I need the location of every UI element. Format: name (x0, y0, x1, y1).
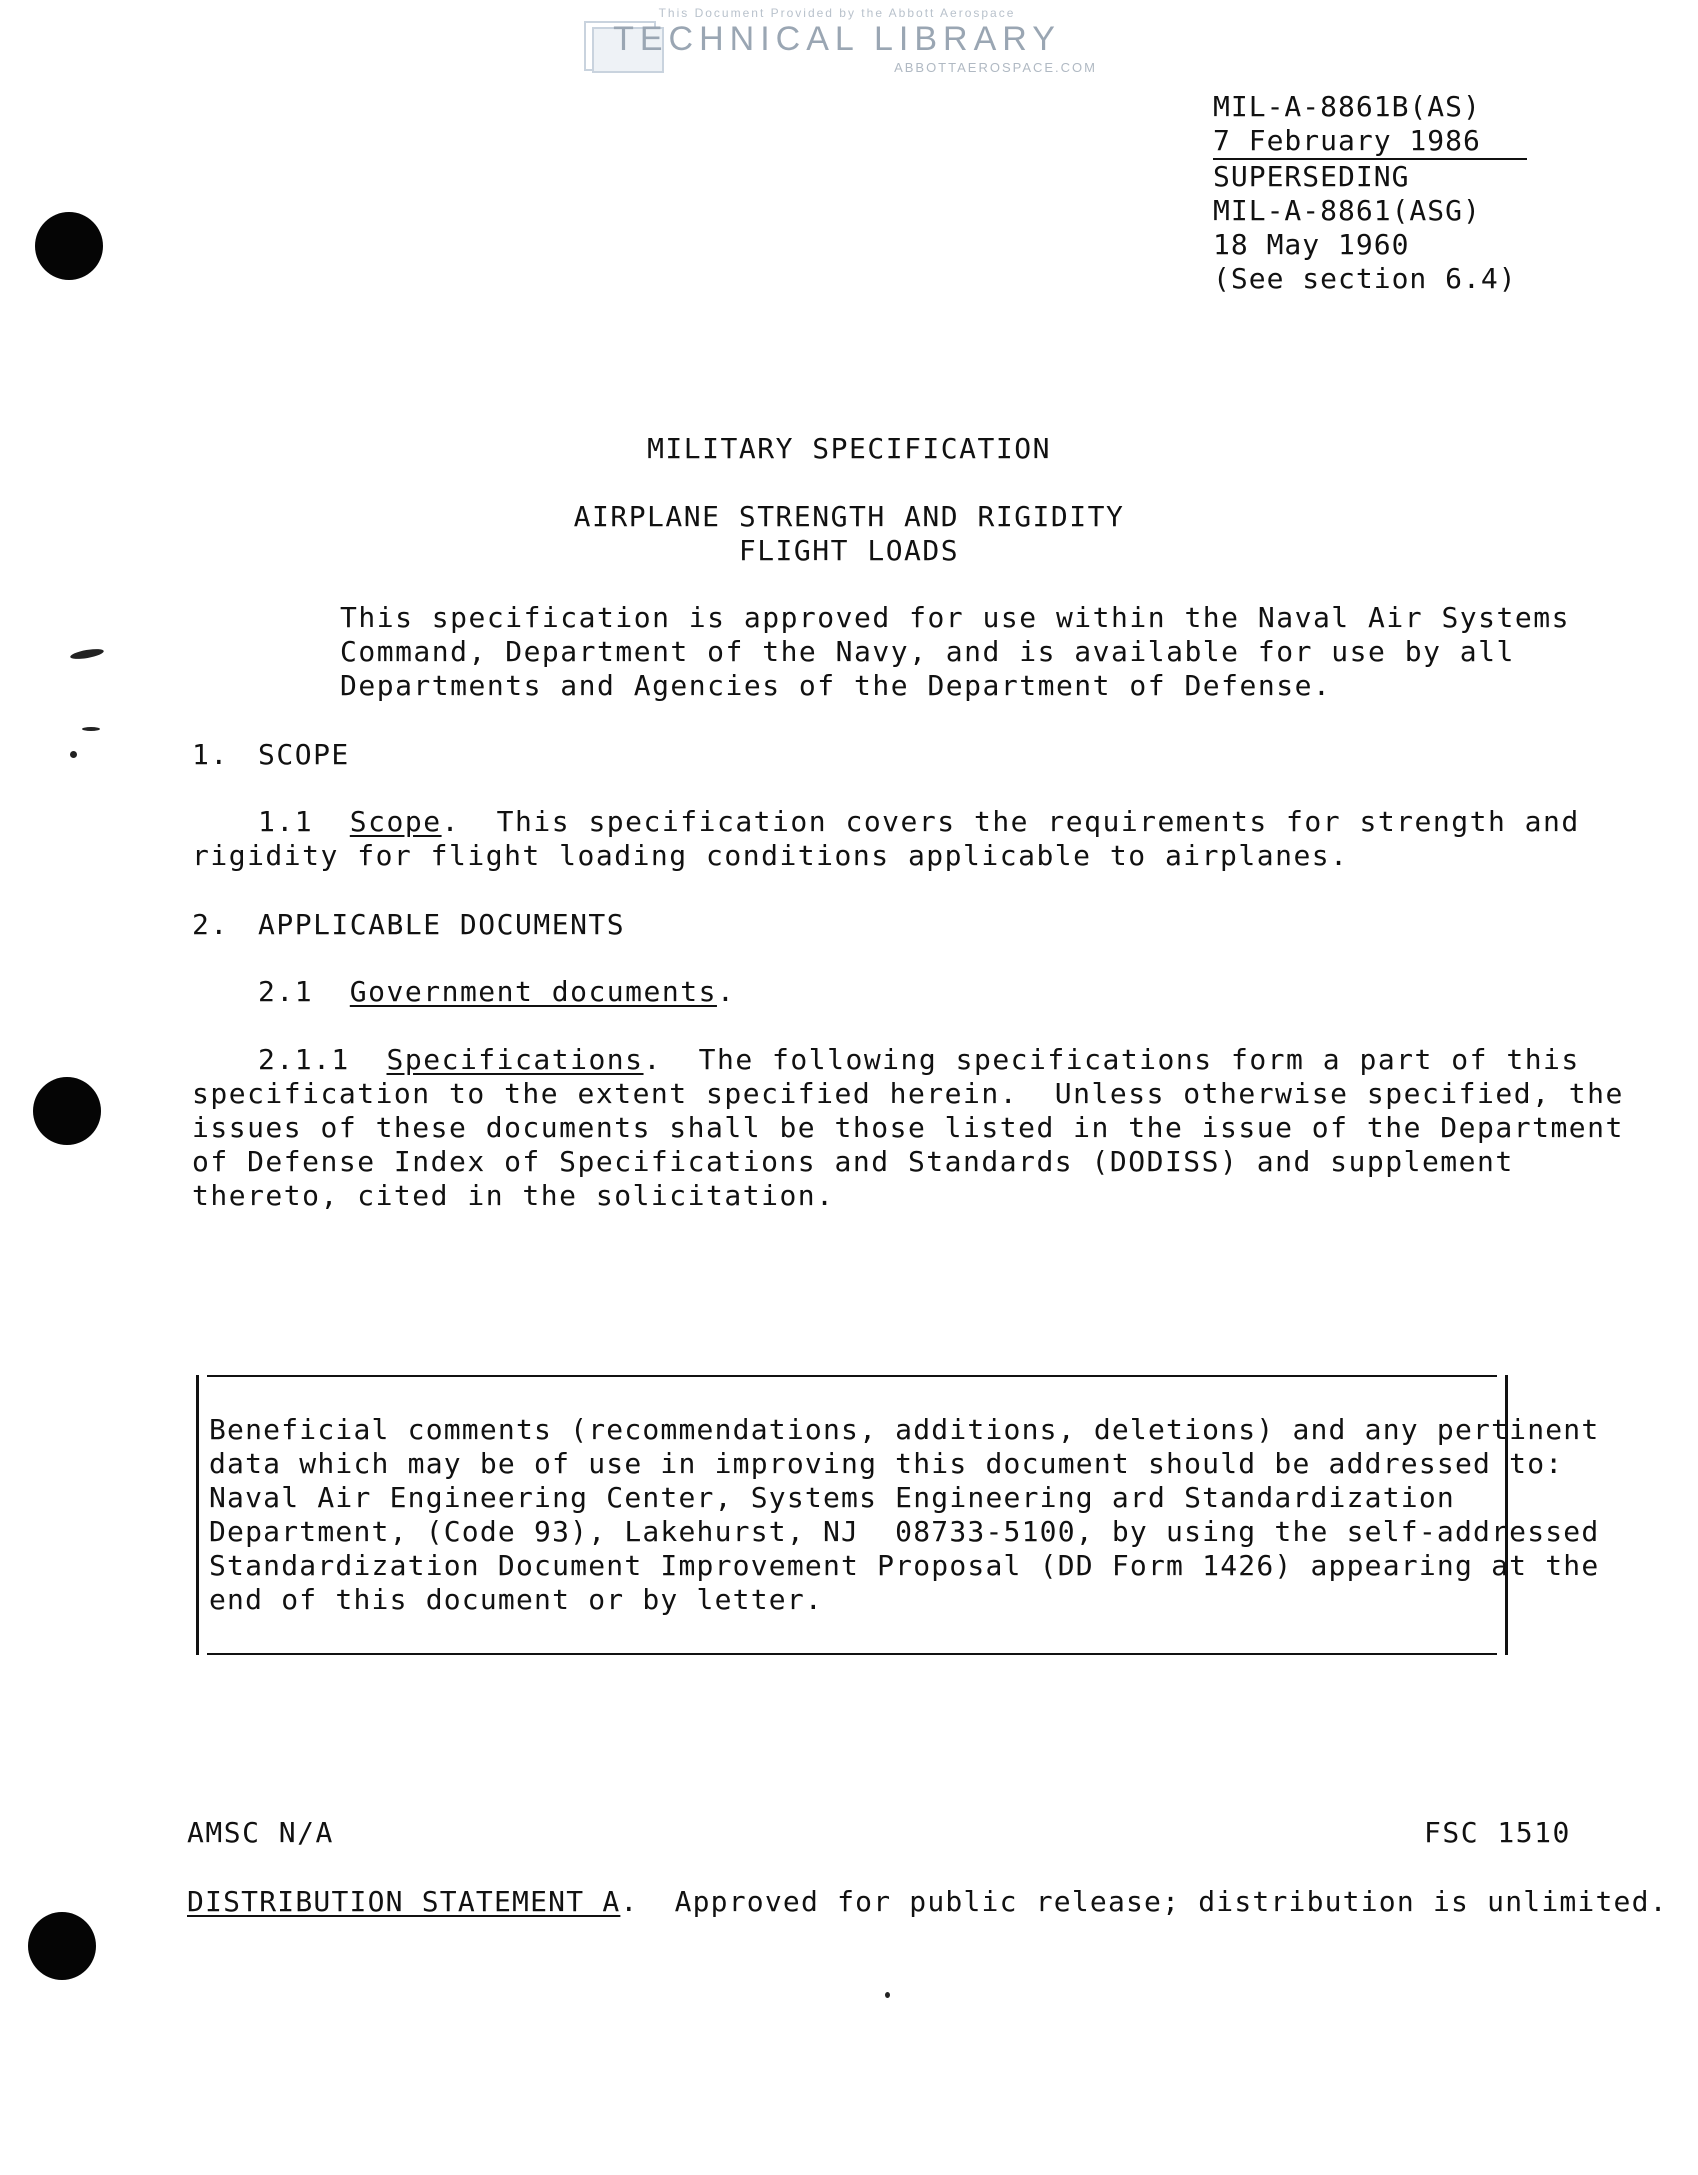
distribution-label: DISTRIBUTION STATEMENT A (187, 1885, 621, 1918)
spec-type-title: MILITARY SPECIFICATION (647, 432, 1051, 465)
section-2-number: 2. (192, 908, 229, 941)
section-1-title: SCOPE (258, 738, 350, 771)
section-2-title: APPLICABLE DOCUMENTS (258, 908, 626, 941)
section-2-1-number: 2.1 (258, 975, 314, 1008)
document-header (1213, 90, 1527, 296)
section-1-1-number: 1.1 (258, 805, 314, 838)
section-2-1-line (258, 975, 735, 1009)
superseded-date: 18 May 1960 (1213, 228, 1410, 261)
approval-line-2: Command, Department of the Navy, and is available for use by all (340, 635, 1515, 668)
comment-line: end of this document or by letter. (209, 1583, 823, 1616)
comment-line: Beneficial comments (recommendations, additions, deletions) and any pertinent (209, 1413, 1600, 1446)
comment-box-top-rule (207, 1375, 1497, 1377)
section-2-1-1-heading: Specifications (386, 1043, 644, 1076)
section-2-1-1-line5: thereto, cited in the solicitation. (192, 1179, 835, 1212)
scan-speck (885, 1992, 890, 1998)
section-2-1-1-number: 2.1.1 (258, 1043, 350, 1076)
watermark-line1: This Document Provided by the Abbott Aerospace (658, 6, 1016, 20)
superseded-id: MIL-A-8861(ASG) (1213, 194, 1481, 227)
watermark-url: ABBOTTAEROSPACE.COM (894, 60, 1097, 75)
punch-hole-top (35, 212, 103, 280)
distribution-text: . Approved for public release; distribution is unlimited. (620, 1885, 1668, 1918)
punch-hole-middle (33, 1077, 101, 1145)
spec-title-line1: AIRPLANE STRENGTH AND RIGIDITY (573, 500, 1125, 533)
section-2-1-heading: Government documents (349, 975, 717, 1008)
section-2-1-period: . (716, 975, 736, 1008)
scan-speck (70, 647, 105, 661)
see-section-note: (See section 6.4) (1213, 262, 1517, 295)
section-1-1-line2: rigidity for flight loading conditions applicable to airplanes. (192, 839, 1349, 872)
distribution-statement (187, 1885, 1668, 1919)
superseding-label: SUPERSEDING (1213, 160, 1410, 193)
section-2-1-1-line3: issues of these documents shall be those listed in the issue of the Department (192, 1111, 1624, 1144)
watermark-title: TECHNICAL LIBRARY (613, 20, 1061, 58)
approval-line-1: This specification is approved for use within the Naval Air Systems (340, 601, 1570, 634)
section-1-number: 1. (192, 738, 229, 771)
comment-line: Naval Air Engineering Center, Systems Engineering ard Standardization (209, 1481, 1455, 1514)
punch-hole-bottom (28, 1912, 96, 1980)
comment-line: Standardization Document Improvement Proposal (DD Form 1426) appearing at the (209, 1549, 1600, 1582)
section-2-1-1-line1 (258, 1043, 1580, 1077)
amsc-code: AMSC N/A (187, 1816, 334, 1849)
comment-box-text (209, 1413, 1599, 1617)
fsc-code: FSC 1510 (1424, 1816, 1571, 1849)
comment-line: data which may be of use in improving this document should be addressed to: (209, 1447, 1564, 1480)
scan-speck (70, 751, 77, 758)
doc-id: MIL-A-8861B(AS) (1213, 90, 1481, 123)
scan-speck (82, 727, 100, 731)
section-1-1-text: . This specification covers the requirements for strength and (441, 805, 1580, 838)
doc-date: 7 February 1986 (1213, 124, 1527, 160)
comment-box (196, 1375, 1600, 1655)
spec-title-line2: FLIGHT LOADS (738, 534, 960, 567)
comment-box-bottom-rule (207, 1653, 1497, 1655)
section-1-1-heading: Scope (349, 805, 442, 838)
section-2-1-1-line4: of Defense Index of Specifications and Standards (DODISS) and supplement (192, 1145, 1514, 1178)
approval-line-3: Departments and Agencies of the Department of Defense. (340, 669, 1332, 702)
section-2-1-1-line2: specification to the extent specified herein. Unless otherwise specified, the (192, 1077, 1624, 1110)
section-1-1-line1 (258, 805, 1580, 839)
comment-line: Department, (Code 93), Lakehurst, NJ 08733-5100, by using the self-addressed (209, 1515, 1600, 1548)
section-2-1-1-text: . The following specifications form a part of this (643, 1043, 1580, 1076)
